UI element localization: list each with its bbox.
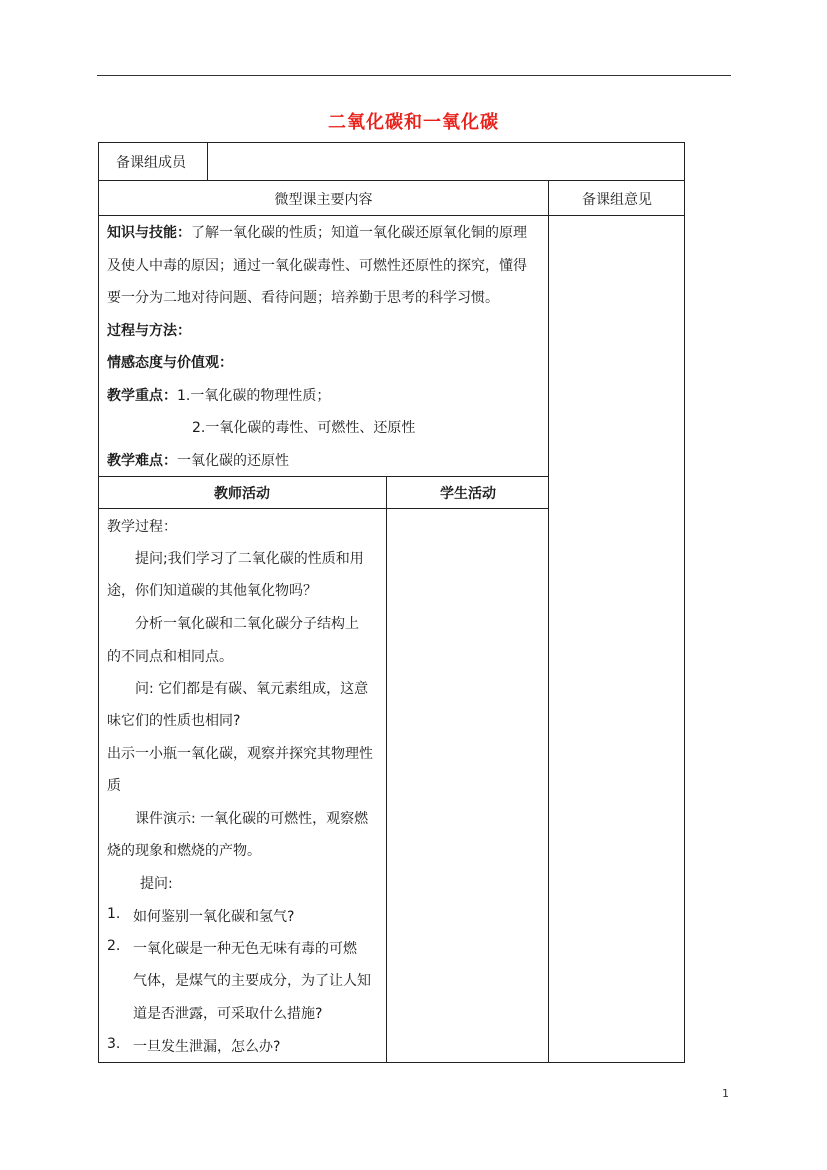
teacher-line: 课件演示: 一氧化碳的可燃性，观察燃 — [135, 811, 369, 827]
key-point-2: 2.一氧化碳的毒性、可燃性、还原性 — [192, 420, 416, 436]
teacher-line: 的不同点和相同点。 — [107, 649, 233, 665]
list-number-1: 1. — [107, 906, 121, 922]
opinion-header: 备课组意见 — [582, 192, 652, 208]
teacher-line: 途，你们知道碳的其他氧化物吗？ — [107, 583, 317, 599]
teacher-line: 味它们的性质也相同? — [107, 713, 241, 729]
teacher-line: 教学过程： — [107, 519, 177, 535]
table-rule — [207, 142, 208, 181]
teacher-line: 质 — [107, 778, 121, 794]
knowledge-line-2: 及使人中毒的原因；通过一氧化碳毒性、可燃性还原性的探究，懂得 — [107, 258, 527, 274]
key-point-line-1 — [107, 385, 330, 405]
process-label: 过程与方法： — [107, 323, 191, 339]
knowledge-label: 知识与技能： — [107, 225, 191, 241]
table-rule — [98, 180, 685, 181]
teacher-line: 一旦发生泄漏，怎么办? — [133, 1039, 281, 1055]
table-rule — [548, 180, 549, 1063]
list-number-2: 2. — [107, 938, 121, 954]
members-label: 备课组成员 — [116, 155, 186, 171]
teacher-line: 如何鉴别一氧化碳和氢气? — [133, 909, 295, 925]
document-title: 二氧化碳和一氧化碳 — [328, 112, 499, 133]
teacher-line: 烧的现象和燃烧的产物。 — [107, 843, 261, 859]
key-point-1: 1.一氧化碳的物理性质； — [177, 388, 331, 404]
knowledge-text: 了解一氧化碳的性质；知道一氧化碳还原氧化铜的原理 — [191, 225, 527, 241]
table-rule — [98, 476, 549, 477]
difficult-point-line — [107, 450, 289, 470]
teacher-line: 提问;我们学习了二氧化碳的性质和用 — [135, 551, 364, 567]
list-number-3: 3. — [107, 1036, 121, 1052]
teacher-activity-header: 教师活动 — [214, 486, 270, 502]
page-number: 1 — [722, 1087, 729, 1100]
teacher-line: 分析一氧化碳和二氧化碳分子结构上 — [135, 616, 359, 632]
difficult-point-text: 一氧化碳的还原性 — [177, 453, 289, 469]
teacher-line: 提问: — [140, 876, 173, 892]
knowledge-line-1 — [107, 222, 527, 242]
knowledge-line-3: 要一分为二地对待问题、看待问题；培养勤于思考的科学习惯。 — [107, 290, 499, 306]
table-rule — [386, 476, 387, 1063]
teacher-line: 出示一小瓶一氧化碳，观察并探究其物理性 — [107, 746, 373, 762]
header-rule — [97, 75, 731, 76]
teacher-line: 一氧化碳是一种无色无味有毒的可燃 — [133, 941, 357, 957]
content-header: 微型课主要内容 — [274, 192, 373, 208]
table-rule — [98, 508, 549, 509]
difficult-point-label: 教学难点： — [107, 453, 177, 469]
key-point-label: 教学重点： — [107, 388, 177, 404]
student-activity-header: 学生活动 — [440, 486, 496, 502]
table-rule — [98, 215, 685, 216]
teacher-line: 问: 它们都是有碳、氧元素组成，这意 — [135, 681, 369, 697]
emotion-label: 情感态度与价值观： — [107, 355, 233, 371]
teacher-line: 道是否泄露，可采取什么措施? — [133, 1006, 323, 1022]
teacher-line: 气体，是煤气的主要成分，为了让人知 — [133, 973, 371, 989]
